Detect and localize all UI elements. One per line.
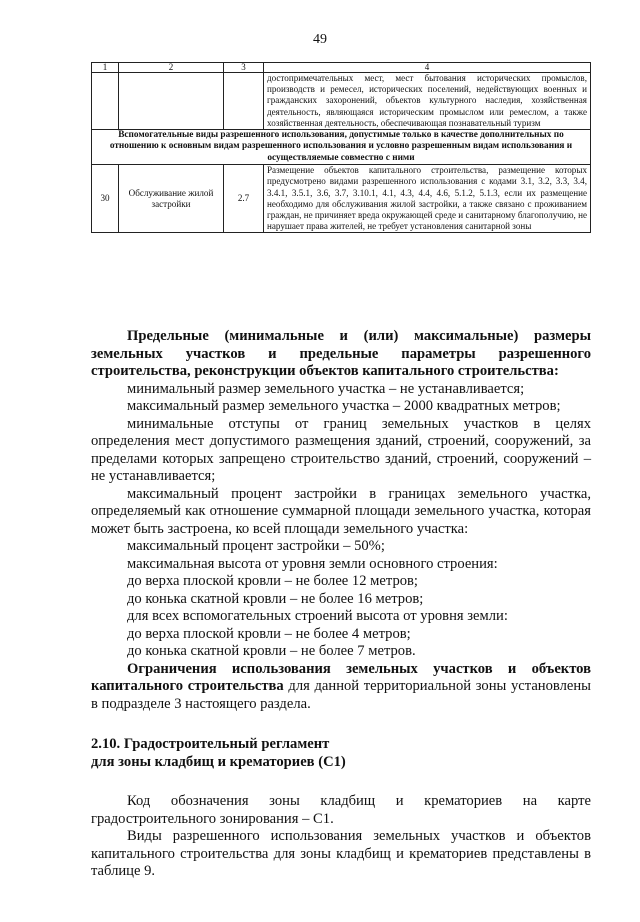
max-height-main: максимальная высота от уровня земли основного строения: [127,555,498,572]
use-description: Размещение объектов капитального строительства, размещение которых предусмотрено видами разрешенного использования с кодами 3.1, 3.2, 3.3, 3.4, 3.4.1, 3.5.1, 3.6, 3.7, 3.10.1, 4.1, 4.3, 4.4, 4.6, 5.1.2, 5.1.3, если их размещение необходимо для обслуживания жилой застройки, а также связано с проживанием граждан, не причиняет вреда окружающей среде и санитарному благополучию, не нарушает права жителей, не требует установления санитарной зоны [264,165,591,233]
section-title-line1: 2.10. Градостроительный регламент [91,736,330,752]
pitched-roof-main: до конька скатной кровли – не более 16 метров; [127,590,424,607]
max-lot-size: максимальный размер земельного участка – 2000 квадратных метров; [127,398,561,414]
continuation-description: достопримечательных мест, мест бытования исторических промыслов, производств и ремесел, исторических поселений, недействующих военных и гражданских захоронений, объектов культурного наследия, хозяйственная деятельность, являющаяся историческим промыслом или ремеслом, а также хозяйственная деятельность, обеспечивающая познавательный туризм [264,73,591,130]
permitted-types-paragraph: Виды разрешенного использования земельных участков и объектов капитального строительства для зоны кладбищ и крематориев представлены в таблице 9. [91,828,591,879]
limits-heading: Предельные (минимальные и (или) максимальные) размеры земельных участков и предельные параметры разрешенного строительства, реконструкции объектов капитального строительства: [91,328,591,379]
setbacks: минимальные отступы от границ земельных участков в целях определения мест допустимого размещения зданий, строений, сооружений, за пределами которых запрещено строительство зданий, строений, сооружений – не устанавливается; [91,415,591,484]
table-header-cell: 3 [224,63,264,73]
restrictions-bold: Ограничения использования земельных участков и объектов капитального строительства [91,660,591,694]
flat-roof-main: до верха плоской кровли – не более 12 метров; [127,573,418,589]
table-row [92,165,591,233]
table-header-cell: 2 [119,63,224,73]
pitched-roof-aux: до конька скатной кровли – не более 7 метров. [127,643,416,659]
min-lot-size: минимальный размер земельного участка – не устанавливается; [127,380,525,397]
section-title [91,735,591,771]
restrictions-rest: для данной территориальной зоны установлены в подразделе 3 настоящего раздела. [91,678,591,712]
row-number: 30 [92,165,119,233]
table-row-aux-header [92,130,591,165]
main-text [91,328,591,881]
permitted-use-table [91,62,591,233]
zone-code-paragraph: Код обозначения зоны кладбищ и крематориев на карте градостроительного зонирования – С1. [91,793,591,827]
table-header-cell: 1 [92,63,119,73]
restrictions-paragraph [91,661,591,714]
max-coverage: максимальный процент застройки – 50%; [127,538,385,554]
table-header-row [92,63,591,73]
aux-height: для всех вспомогательных строений высота от уровня земли: [127,608,508,624]
use-name: Обслуживание жилой застройки [119,165,224,233]
page-number: 49 [313,32,327,47]
max-coverage-definition: максимальный процент застройки в границах земельного участка, определяемый как отношение суммарной площади земельного участка, которая может быть застроена, ко всей площади земельного участка: [91,485,591,537]
aux-uses-header: Вспомогательные виды разрешенного использования, допустимые только в качестве дополнительных по отношению к основным видам разрешенного использования и условно разрешенным видам использования и осуществляемые совместно с ними [92,130,591,165]
section-title-line2: для зоны кладбищ и крематориев (С1) [91,754,346,770]
table-header-cell: 4 [264,63,591,73]
flat-roof-aux: до верха плоской кровли – не более 4 метров; [127,625,411,642]
use-code: 2.7 [224,165,264,233]
table-row [92,73,591,130]
